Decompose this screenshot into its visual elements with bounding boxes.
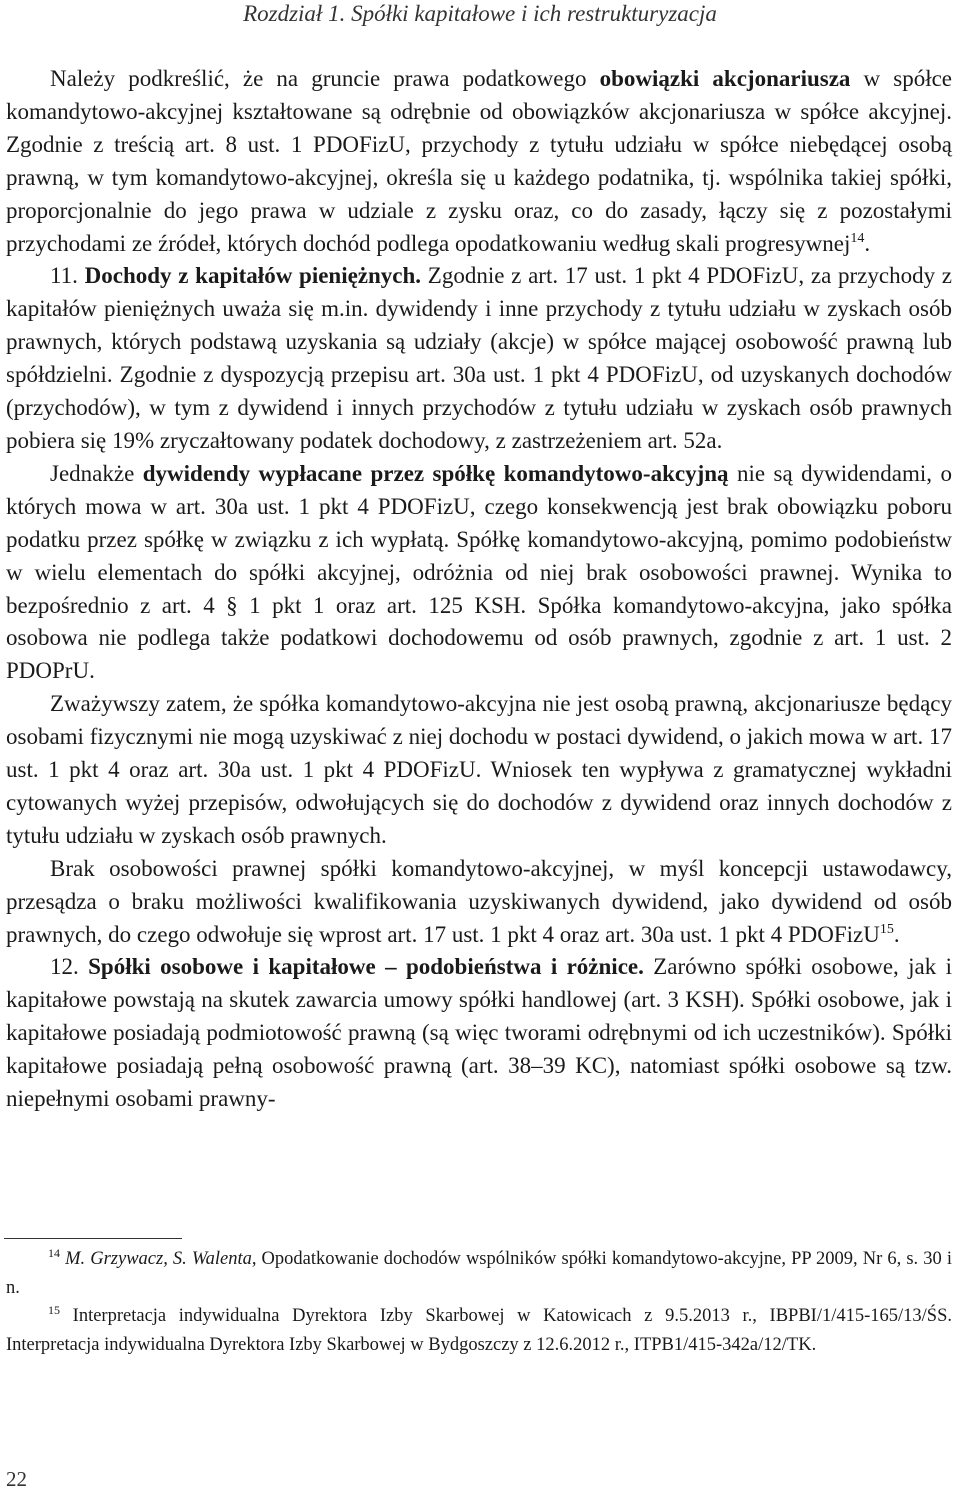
footnote-text: , Opodatkowanie dochodów wspólników spółki komandytowo-akcyjne, PP 2009, Nr 6, s. 30 i n. <box>6 1249 953 1298</box>
paragraph-text: nie są dywidendami, o których mowa w art. 30a ust. 1 pkt 4 PDOFizU, czego konsekwencją jest brak obowiązku poboru podatku przez spółkę w związku z ich wypłatą. Spółkę komandytowo-akcyjną, pomimo podobieństw w wielu elementach do spółki akcyjnej, odróżnia od niej brak osobowości prawnej. Wynika to bezpośrednio z art. 4 § 1 pkt 1 oraz art. 125 KSH. Spółka komandytowo-akcyjna, jako spółka osobowa nie podlega także podatkowi dochodowemu od osób prawnych, zgodnie z art. 1 ust. 2 PDOPrU. <box>6 460 952 684</box>
paragraph-text: . <box>893 921 900 947</box>
paragraph-text: Zgodnie z art. 17 ust. 1 pkt 4 PDOFizU, za przychody z kapitałów pieniężnych uważa się m.in. dywidendy i inne przychody z tytułu udziału w zyskach osób prawnych, których podstawą uzyskania są udziały (akcje) w spółce mającej osobowość prawną lub spółdzielni. Zgodnie z dyspozycją przepisu art. 30a ust. 1 pkt 4 PDOFizU, od uzyskanych dochodów (przychodów), w tym z dywidend i innych przychodów z tytułu udziału w zyskach osób prawnych pobiera się 19% zryczałtowany podatek dochodowy, z zastrzeżeniem art. 52a. <box>6 263 952 453</box>
footnote-divider <box>4 1238 182 1239</box>
paragraph-text: Jednakże <box>50 460 143 486</box>
footnote-number: 15 <box>48 1303 60 1317</box>
paragraph <box>6 688 952 853</box>
footnote-reference-15[interactable]: 15 <box>879 921 894 937</box>
section-heading: Dochody z kapitałów pieniężnych. <box>84 263 422 289</box>
paragraph-text: w spółce komandytowo-akcyjnej kształtowane są odrębnie od obowiązków akcjonariusza w spółce akcyjnej. Zgodnie z treścią art. 8 ust. 1 PDOFizU, przychody z tytułu udziału w spółce niebędącej osobą prawną, w tym komandytowo-akcyjnej, określa się u każdego podatnika, tj. wspólnika takiej spółki, proporcjonalnie do jego prawa w udziale z zysku oraz, co do zasady, łączy się z pozostałymi przychodami ze źródeł, których dochód podlega opodatkowaniu według skali progresywnej <box>6 66 952 256</box>
paragraph-text: . <box>864 230 871 256</box>
paragraph-text: Brak osobowości prawnej spółki komandytowo-akcyjnej, w myśl koncepcji ustawodawcy, przesądza o braku możliwości kwalifikowania uzyskiwanych dywidend, jako dywidend od osób prawnych, do czego odwołuje się wprost art. 17 ust. 1 pkt 4 oraz art. 30a ust. 1 pkt 4 PDOFizU <box>6 855 952 947</box>
footnotes <box>6 1245 952 1359</box>
footnote-author: M. Grzywacz, S. Walenta <box>65 1249 252 1269</box>
footnote-number: 14 <box>48 1246 60 1260</box>
body-text <box>6 63 952 1116</box>
section-number: 11. <box>50 263 78 289</box>
paragraph <box>6 853 952 952</box>
footnote-15 <box>6 1302 952 1359</box>
footnote-14 <box>6 1245 952 1302</box>
footnote-text: Interpretacja indywidualna Dyrektora Izby Skarbowej w Katowicach z 9.5.2013 r., IBPBI/1/415-165/13/ŚS. Interpretacja indywidualna Dyrektora Izby Skarbowej w Bydgoszczy z 12.6.2012 r., ITPB1/415-342a/12/TK. <box>6 1306 952 1355</box>
paragraph <box>6 63 952 260</box>
paragraph-text: Zarówno spółki osobowe, jak i kapitałowe powstają na skutek zawarcia umowy spółki handlowej (art. 3 KSH). Spółki osobowe, jak i kapitałowe posiadają podmiotowość prawną (są więc tworami odrębnymi od ich uczestników). Spółki kapitałowe posiadają pełną osobowość prawną (art. 38–39 KC), natomiast spółki osobowe są tzw. niepełnymi osobami prawny- <box>6 954 953 1112</box>
bold-phrase: dywidendy wypłacane przez spółkę komandytowo-akcyjną <box>142 460 729 486</box>
running-head: Rozdział 1. Spółki kapitałowe i ich restrukturyzacja <box>243 1 717 26</box>
bold-phrase: obowiązki akcjonariusza <box>599 66 851 91</box>
page-number: 22 <box>6 1467 27 1491</box>
paragraph-text: Zważywszy zatem, że spółka komandytowo-akcyjna nie jest osobą prawną, akcjonariusze będący osobami fizycznymi nie mogą uzyskiwać z niej dochodu w postaci dywidend, o jakich mowa w art. 17 ust. 1 pkt 4 oraz art. 30a ust. 1 pkt 4 PDOFizU. Wniosek ten wypływa z gramatycznej wykładni cytowanych wyżej przepisów, odwołujących się do dochodów z dywidend oraz innych dochodów z tytułu udziału w zyskach osób prawnych. <box>6 691 952 848</box>
footnote-reference-14[interactable]: 14 <box>850 230 865 246</box>
paragraph-section-12 <box>6 951 952 1116</box>
section-number: 12. <box>50 954 79 980</box>
paragraph-section-11 <box>6 260 952 457</box>
paragraph-text: Należy podkreślić, że na gruncie prawa podatkowego <box>50 66 600 91</box>
section-heading: Spółki osobowe i kapitałowe – podobieństwa i różnice. <box>88 954 644 980</box>
paragraph <box>6 458 952 688</box>
